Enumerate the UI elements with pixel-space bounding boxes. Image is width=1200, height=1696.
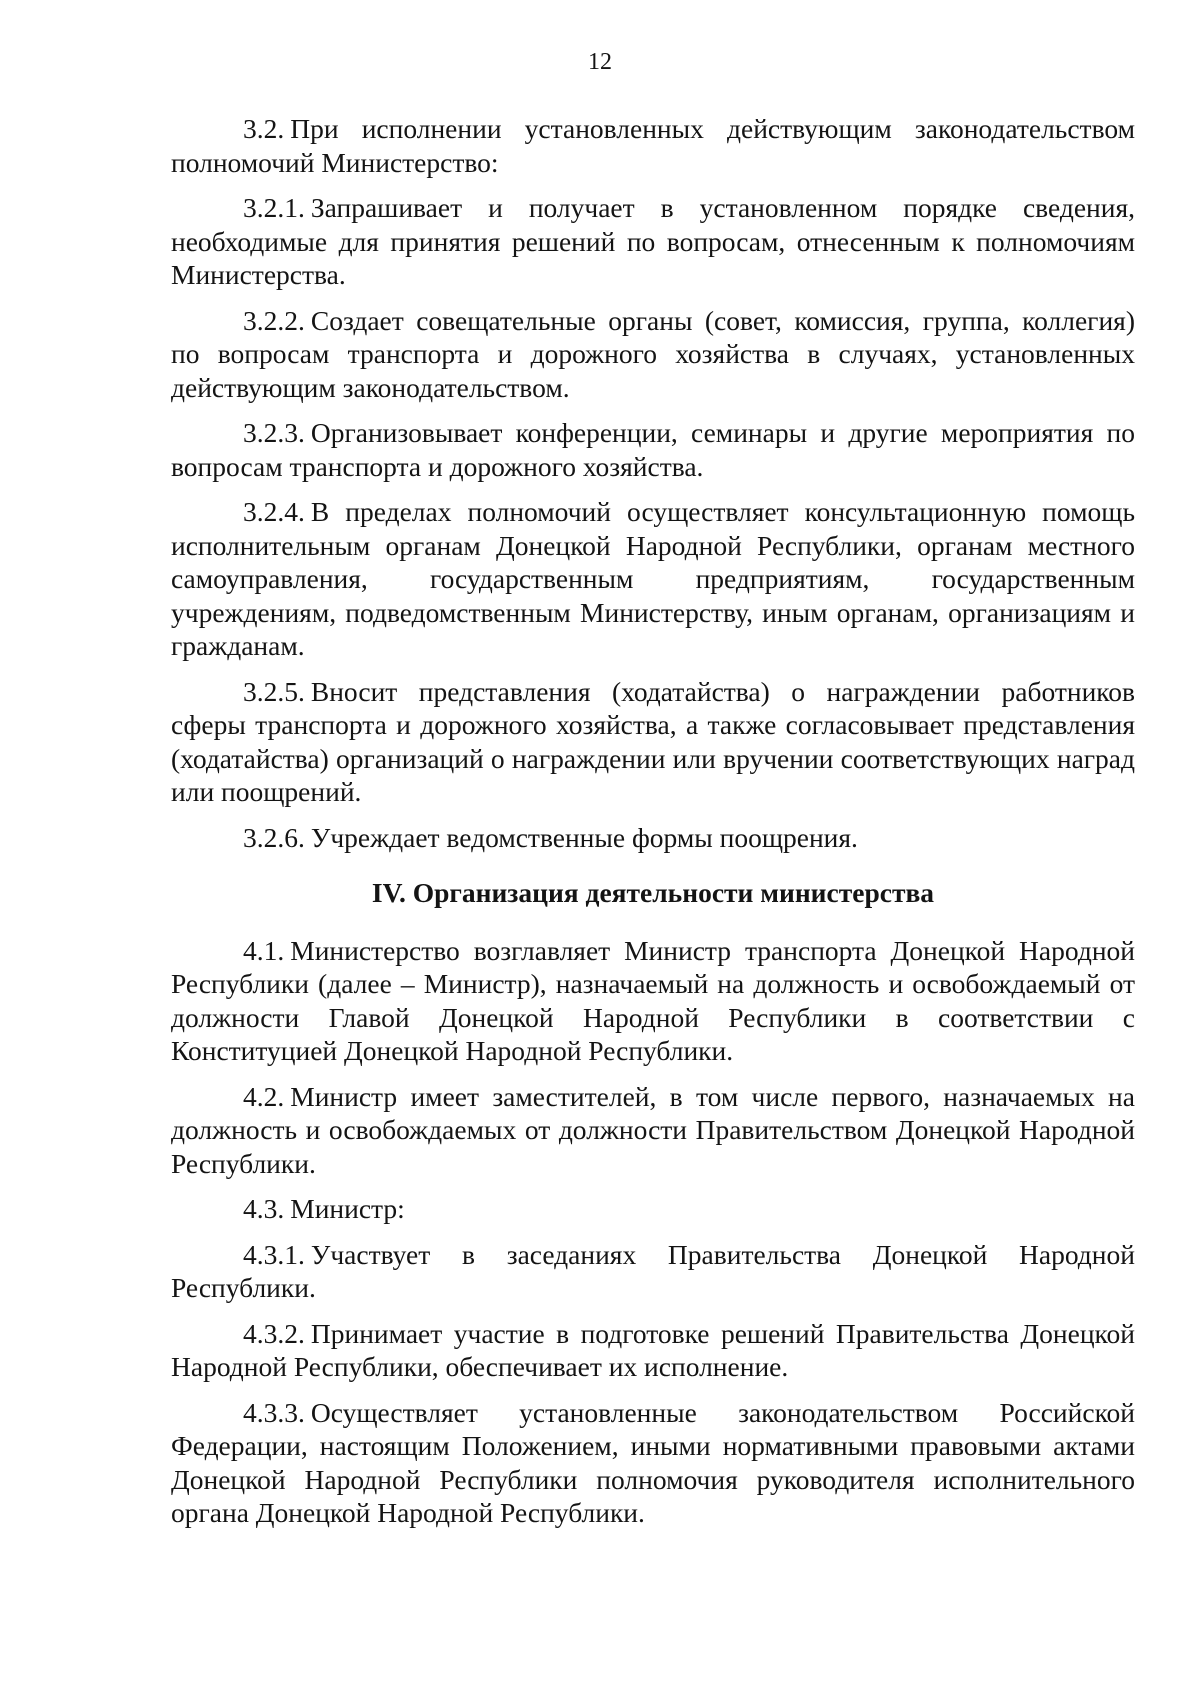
clause-number: 3.2.5. (243, 675, 305, 707)
clause-number: 3.2.6. (243, 821, 305, 853)
clause-text: Запрашивает и получает в установленном порядке сведения, необходимые для принятия решений по вопросам, отнесенным к полномочиям Министерства. (171, 192, 1135, 290)
clause-number: 3.2.3. (243, 417, 305, 448)
paragraph-3-2-4 (171, 495, 1135, 663)
paragraph-3-2-3 (171, 416, 1135, 483)
clause-text: При исполнении установленных действующим законодательством полномочий Министерство: (171, 113, 1135, 178)
paragraph-3-2-6 (171, 821, 1135, 855)
clause-text: Участвует в заседаниях Правительства Донецкой Народной Республики. (171, 1238, 1135, 1303)
clause-text: Осуществляет установленные законодательством Российской Федерации, настоящим Положением, иными нормативными правовыми актами Донецкой Народной Республики полномочия руководителя исполнительного органа Донецкой Народной Республики. (171, 1396, 1135, 1528)
clause-text: Создает совещательные органы (совет, комиссия, группа, коллегия) по вопросам транспорта и дорожного хозяйства в случаях, установленных действующим законодательством. (171, 304, 1135, 403)
clause-text: Министр имеет заместителей, в том числе первого, назначаемых на должность и освобождаемых от должности Правительством Донецкой Народной Республики. (171, 1080, 1135, 1179)
clause-number: 4.3.3. (243, 1396, 305, 1428)
clause-text: Учреждает ведомственные формы поощрения. (310, 821, 858, 853)
paragraph-4-3-1 (171, 1238, 1135, 1305)
clause-number: 4.2. (243, 1080, 285, 1112)
clause-number: 3.2.2. (243, 304, 305, 336)
clause-number: 4.3.1. (243, 1238, 305, 1270)
clause-text: Вносит представления (ходатайства) о награждении работников сферы транспорта и дорожного хозяйства, а также согласовывает представления (ходатайства) организаций о награждении или вручении соответствующих наград или поощрений. (171, 675, 1135, 807)
clause-number: 3.2.4. (243, 496, 305, 527)
clause-number: 4.3.2. (243, 1317, 305, 1349)
paragraph-3-2-5 (171, 675, 1135, 809)
page-number: 12 (588, 49, 612, 75)
clause-text: Министерство возглавляет Министр транспорта Донецкой Народной Республики (далее – Министр), назначаемый на должность и освобождаемый от должности Главой Донецкой Народной Республики в соответствии с Конституцией Донецкой Народной Республики. (171, 934, 1135, 1066)
paragraph-4-3-3 (171, 1396, 1135, 1530)
clause-text: Министр: (290, 1193, 405, 1224)
clause-number: 3.2.1. (243, 192, 305, 223)
clause-number: 4.1. (243, 934, 285, 966)
paragraph-3-2-1 (171, 191, 1135, 292)
paragraph-3-2-2 (171, 304, 1135, 405)
clause-number: 4.3. (243, 1193, 285, 1224)
clause-text: Организовывает конференции, семинары и другие мероприятия по вопросам транспорта и дорожного хозяйства. (171, 417, 1135, 482)
document-body (171, 112, 1135, 1530)
paragraph-3-2 (171, 112, 1135, 179)
paragraph-4-3 (171, 1192, 1135, 1226)
clause-text: В пределах полномочий осуществляет консультационную помощь исполнительным органам Донецкой Народной Республики, органам местного самоуправления, государственным предприятиям, государственным учреждениям, подведомственным Министерству, иным органам, организациям и гражданам. (171, 496, 1135, 661)
clause-text: Принимает участие в подготовке решений Правительства Донецкой Народной Республики, обеспечивает их исполнение. (171, 1317, 1135, 1382)
clause-number: 3.2. (243, 113, 285, 144)
paragraph-4-1 (171, 934, 1135, 1068)
paragraph-4-3-2 (171, 1317, 1135, 1384)
paragraph-4-2 (171, 1080, 1135, 1181)
section-heading: IV. Организация деятельности министерства (371, 877, 935, 908)
